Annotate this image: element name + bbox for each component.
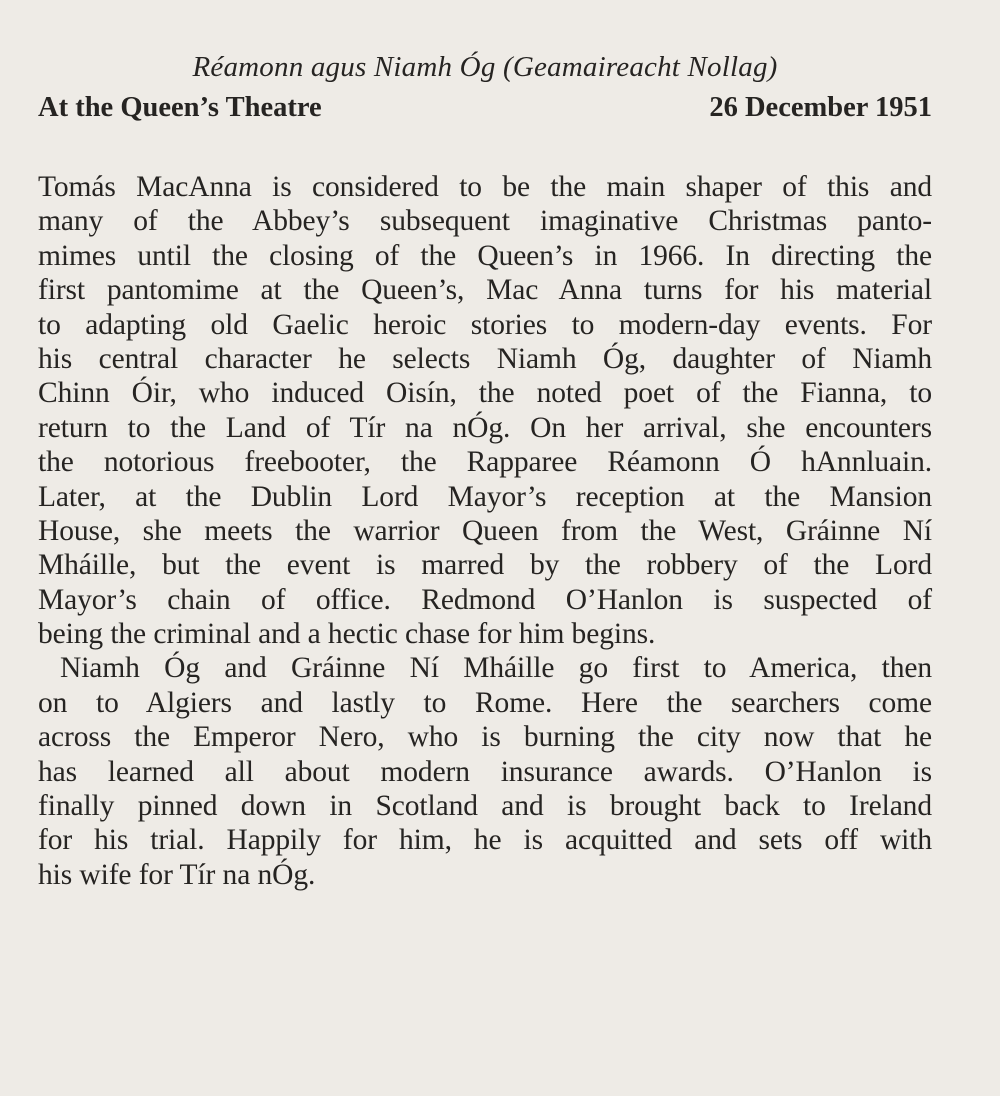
performance-date: 26 December 1951 — [709, 92, 932, 123]
text-line: Niamh Óg and Gráinne Ní Mháille go first to America, then — [60, 652, 932, 685]
article-body — [38, 170, 932, 892]
text-line: being the criminal and a hectic chase for him begins. — [38, 618, 656, 651]
text-line: Mháille, but the event is marred by the robbery of the Lord — [38, 549, 932, 582]
text-line: finally pinned down in Scotland and is brought back to Ireland — [38, 790, 932, 823]
paragraph — [38, 651, 932, 892]
text-line: Tomás MacAnna is considered to be the main shaper of this and — [38, 171, 932, 203]
text-line: Later, at the Dublin Lord Mayor’s reception at the Mansion — [38, 480, 932, 513]
text-line: mimes until the closing of the Queen’s in 1966. In directing the — [38, 239, 932, 272]
text-line: his wife for Tír na nÓg. — [38, 858, 316, 891]
text-line: many of the Abbey’s subsequent imaginative Christmas panto- — [38, 205, 932, 238]
text-line: return to the Land of Tír na nÓg. On her arrival, she encounters — [38, 411, 932, 444]
text-line: on to Algiers and lastly to Rome. Here the searchers come — [38, 686, 932, 719]
document-page — [38, 0, 932, 1096]
text-line: the notorious freebooter, the Rapparee Réamonn Ó hAnnluain. — [38, 446, 932, 479]
venue: At the Queen’s Theatre — [38, 92, 322, 123]
text-line: his central character he selects Niamh Óg, daughter of Niamh — [38, 342, 932, 375]
play-title: Réamonn agus Niamh Óg (Geamaireacht Nollag) — [192, 51, 778, 83]
paragraph — [38, 170, 932, 651]
text-line: has learned all about modern insurance awards. O’Hanlon is — [38, 755, 932, 788]
text-line: for his trial. Happily for him, he is acquitted and sets off with — [38, 824, 932, 857]
text-line: first pantomime at the Queen’s, Mac Anna turns for his material — [38, 274, 932, 307]
text-line: Mayor’s chain of office. Redmond O’Hanlon is suspected of — [38, 583, 932, 616]
text-line: to adapting old Gaelic heroic stories to modern-day events. For — [38, 308, 932, 341]
text-line: House, she meets the warrior Queen from the West, Gráinne Ní — [38, 514, 932, 547]
text-line: Chinn Óir, who induced Oisín, the noted poet of the Fianna, to — [38, 377, 932, 410]
text-line: across the Emperor Nero, who is burning the city now that he — [38, 721, 932, 754]
